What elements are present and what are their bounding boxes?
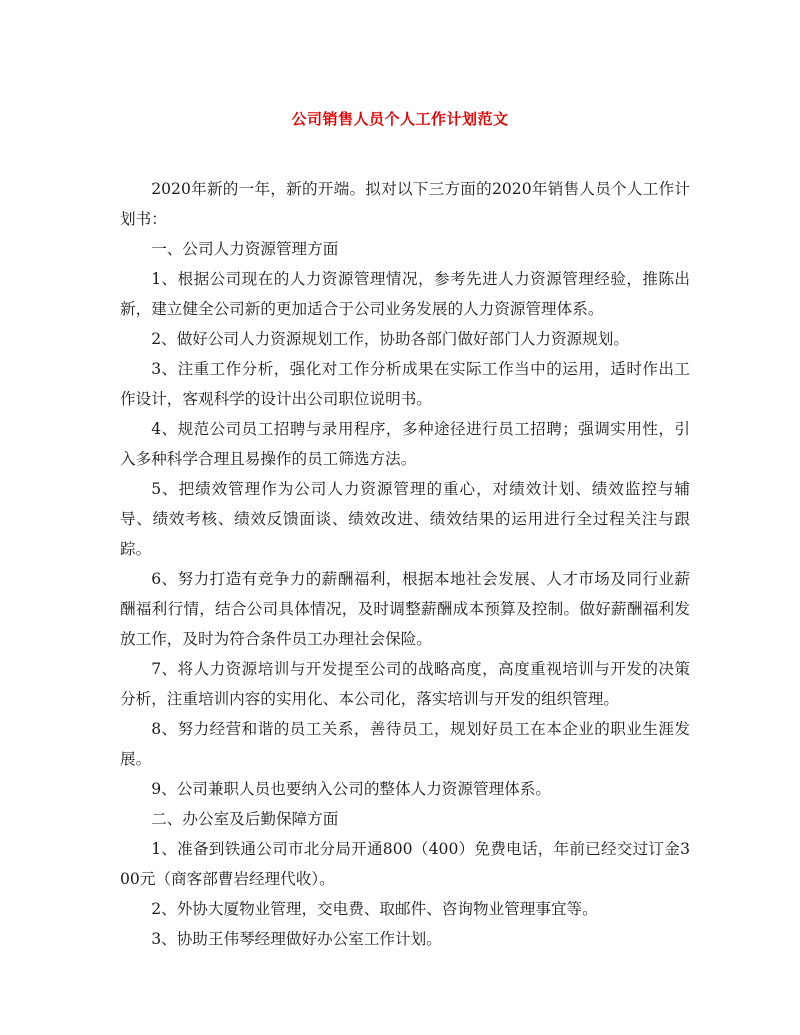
paragraph-hr-6: 6、努力打造有竞争力的薪酬福利，根据本地社会发展、人才市场及同行业薪酬福利行情，结合公司具体情况，及时调整薪酬成本预算及控制。做好薪酬福利发放工作，及时为符合条件员工办理社会保险。: [120, 570, 690, 648]
paragraph-hr-8: 8、努力经营和谐的员工关系，善待员工，规划好员工在本企业的职业生涯发展。: [120, 720, 690, 768]
paragraph-hr-3: 3、注重工作分析，强化对工作分析成果在实际工作当中的运用，适时作出工作设计，客观科学的设计出公司职位说明书。: [120, 360, 690, 408]
paragraph-hr-1: 1、根据公司现在的人力资源管理情况，参考先进人力资源管理经验，推陈出新，建立健全公司新的更加适合于公司业务发展的人力资源管理体系。: [120, 270, 690, 318]
paragraph-hr-7: 7、将人力资源培训与开发提至公司的战略高度，高度重视培训与开发的决策分析，注重培训内容的实用化、本公司化，落实培训与开发的组织管理。: [120, 660, 690, 708]
paragraph-hr-4: 4、规范公司员工招聘与录用程序，多种途径进行员工招聘；强调实用性，引入多种科学合理且易操作的员工筛选方法。: [120, 420, 690, 468]
paragraph-intro: 2020年新的一年，新的开端。拟对以下三方面的2020年销售人员个人工作计划书：: [120, 180, 690, 228]
section-heading-office: 二、办公室及后勤保障方面: [151, 810, 339, 828]
paragraph-office-1: 1、准备到铁通公司市北分局开通800（400）免费电话，年前已经交过订金300元（商客部曹岩经理代收）。: [120, 840, 690, 888]
paragraph-office-2: 2、外协大厦物业管理，交电费、取邮件、咨询物业管理事宜等。: [151, 900, 598, 918]
section-heading-hr: 一、公司人力资源管理方面: [151, 240, 339, 258]
document-title: 公司销售人员个人工作计划范文: [291, 110, 509, 128]
document-body: [120, 174, 690, 954]
paragraph-hr-5: 5、把绩效管理作为公司人力资源管理的重心，对绩效计划、绩效监控与辅导、绩效考核、绩效反馈面谈、绩效改进、绩效结果的运用进行全过程关注与跟踪。: [120, 480, 690, 558]
paragraph-office-3: 3、协助王伟琴经理做好办公室工作计划。: [151, 930, 442, 948]
paragraph-hr-2: 2、做好公司人力资源规划工作，协助各部门做好部门人力资源规划。: [151, 330, 629, 348]
paragraph-hr-9: 9、公司兼职人员也要纳入公司的整体人力资源管理体系。: [151, 780, 551, 798]
